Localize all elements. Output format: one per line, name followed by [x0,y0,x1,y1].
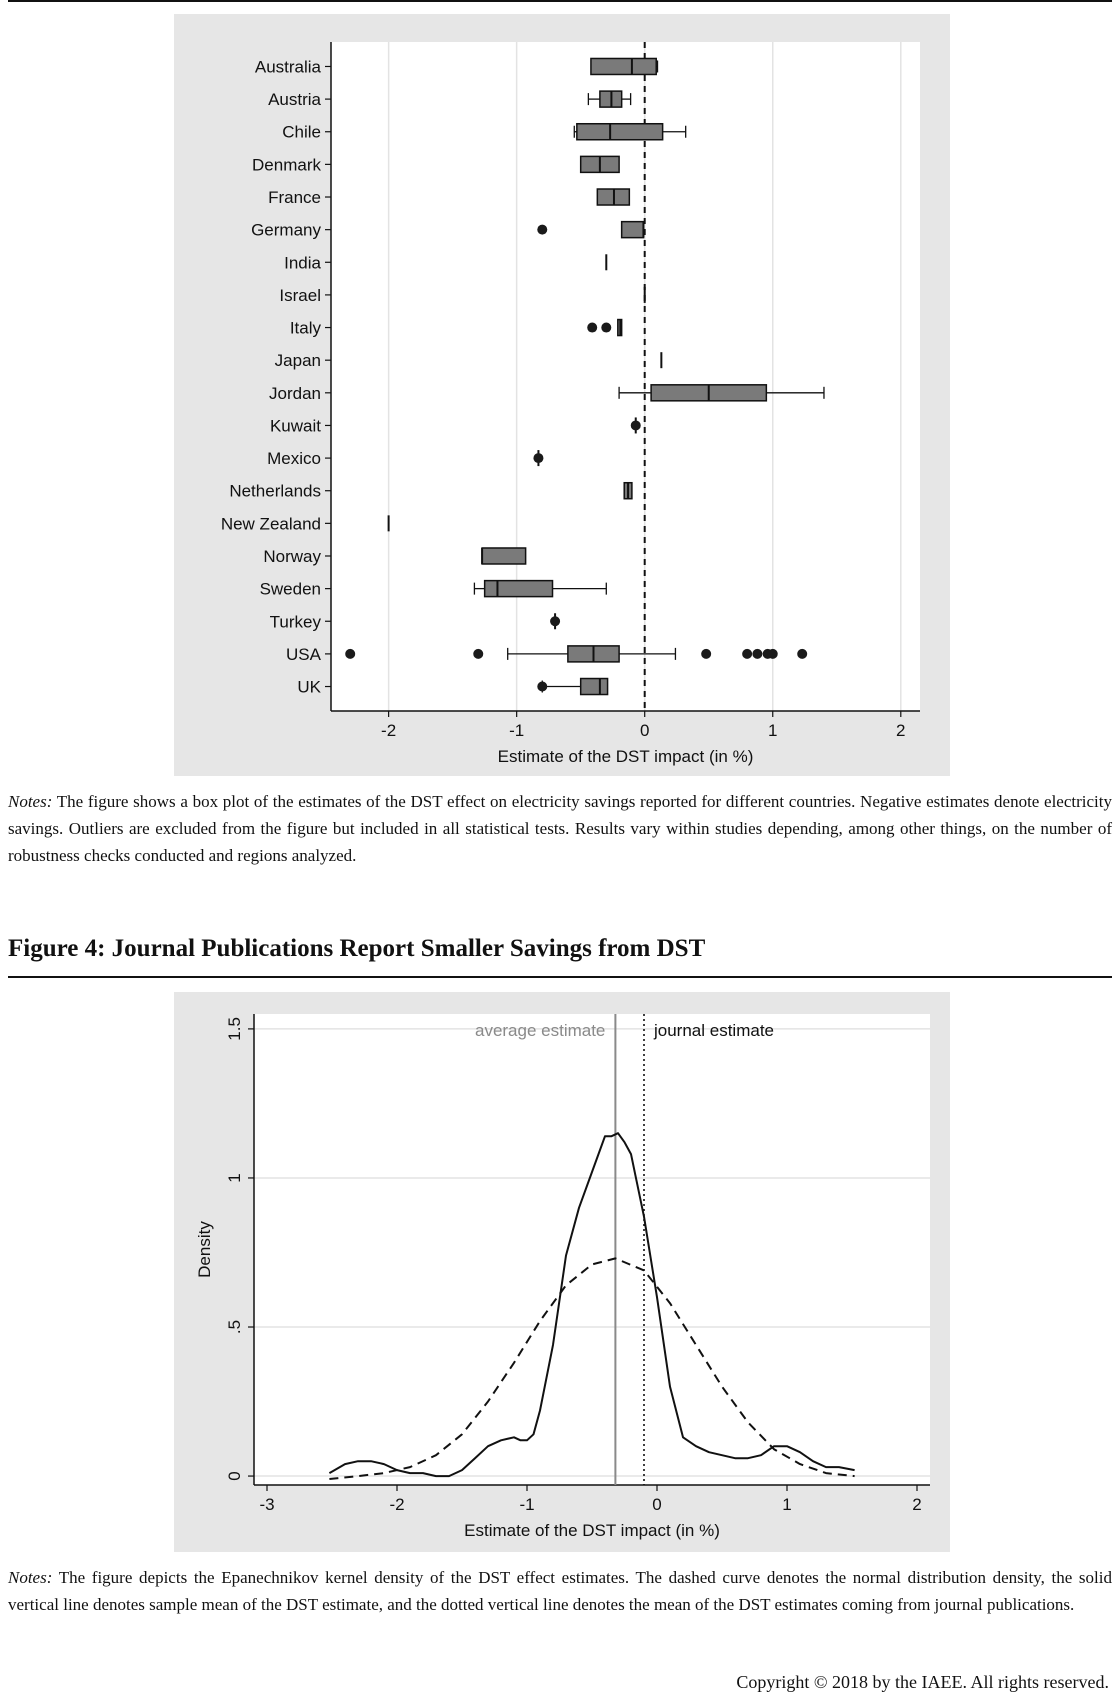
y-tick-label: 1 [225,1173,244,1183]
plot-area [254,1014,930,1485]
x-tick-label: 1 [782,1495,792,1514]
box-iqr [482,548,526,564]
x-tick-label: -3 [259,1495,275,1514]
figure4-title: Figure 4: Journal Publications Report Smaller Savings from DST [8,935,706,962]
box-outlier-point [631,420,641,430]
copyright-footer: Copyright © 2018 by the IAEE. All rights reserved. [736,1672,1109,1692]
y-tick-label: Netherlands [229,481,321,501]
y-tick-label: Israel [279,285,321,305]
box-iqr [485,581,553,597]
y-tick-label: France [268,188,321,208]
x-axis-title: Estimate of the DST impact (in %) [464,1521,720,1540]
box-iqr [577,124,663,140]
y-tick-label: 1.5 [225,1017,244,1041]
top-rule [8,0,1112,2]
average-estimate-label: average estimate [474,1021,606,1040]
figure4-title-rule [8,976,1112,978]
y-tick-label: Sweden [259,579,321,599]
box-outlier-point [797,649,807,659]
y-tick-label: Germany [251,220,321,240]
y-tick-label: USA [286,644,321,664]
y-axis-title: Density [195,1221,214,1278]
y-tick-label: Norway [263,546,321,566]
box-outlier-point [345,649,355,659]
box-outlier-point [752,649,762,659]
box-outlier-point [537,682,547,692]
figure3-panel [174,14,950,776]
figure4-panel [174,992,950,1552]
x-tick-label: -1 [519,1495,535,1514]
y-tick-label: Mexico [267,449,321,469]
x-tick-label: -2 [389,1495,405,1514]
box-outlier-point [587,323,597,333]
box-iqr [591,58,656,74]
figure3-notes-text: The figure shows a box plot of the estimates of the DST effect on electricity savings reported for different countries. Negative estimates denote electricity savings. Outliers are excluded from the figure but included in all statistical tests. Results vary within studies depending, among other things, on the number of robustness checks conducted and regions analyzed. [8,792,1112,865]
y-tick-label: New Zealand [220,514,321,534]
y-tick-label: India [284,253,321,273]
box-outlier-point [768,649,778,659]
x-axis-title: Estimate of the DST impact (in %) [497,747,754,766]
box-outlier-point [701,649,711,659]
box-iqr [622,222,644,238]
y-tick-label: Denmark [252,155,321,175]
plot-area [331,42,920,711]
y-tick-label: Turkey [269,612,321,632]
figure4-density-chart [174,992,950,1552]
x-tick-label: -1 [509,721,525,740]
figure3-boxplot [174,14,950,776]
y-tick-label: Austria [268,90,321,110]
y-tick-label: Japan [274,351,321,371]
figure4-notes [8,1564,1112,1618]
x-tick-label: 2 [912,1495,922,1514]
y-tick-label: Chile [282,122,321,142]
box-outlier-point [537,225,547,235]
box-iqr [581,679,608,695]
y-tick-label: Italy [289,318,321,338]
box-outlier-point [533,453,543,463]
y-tick-label: Jordan [269,383,321,403]
figure3-notes [8,788,1112,869]
y-tick-label: UK [297,677,321,697]
y-tick-label: Kuwait [269,416,321,436]
box-outlier-point [601,323,611,333]
y-tick-label: .5 [225,1319,244,1335]
x-tick-label: -2 [381,721,397,740]
x-tick-label: 0 [639,721,650,740]
figure4-notes-label: Notes: [8,1568,53,1587]
x-tick-label: 2 [896,721,906,740]
x-tick-label: 1 [768,721,778,740]
y-tick-label: 0 [225,1471,244,1481]
x-tick-label: 0 [652,1495,662,1514]
journal-estimate-label: journal estimate [654,1021,775,1040]
y-tick-label: Australia [254,57,321,77]
box-outlier-point [473,649,483,659]
figure4-notes-text: The figure depicts the Epanechnikov kernel density of the DST effect estimates. The dashed curve denotes the normal distribution density, the solid vertical line denotes sample mean of the DST estimate, and the dotted vertical line denotes the mean of the DST estimates coming from journal publications. [8,1568,1112,1614]
box-outlier-point [742,649,752,659]
figure3-notes-label: Notes: [8,792,53,811]
box-outlier-point [550,616,560,626]
